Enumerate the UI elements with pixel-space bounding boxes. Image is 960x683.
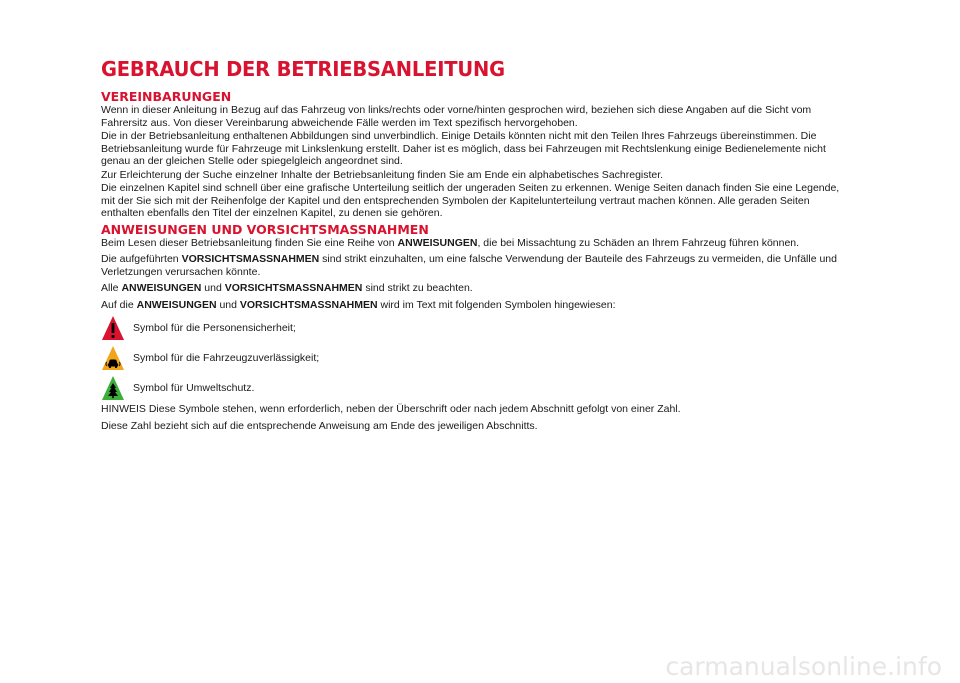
- symbol-label: Symbol für Umweltschutz.: [133, 382, 255, 394]
- environment-tree-icon: [101, 375, 125, 401]
- paragraph: Beim Lesen dieser Betriebsanleitung finden Sie eine Reihe von ANWEISUNGEN, die bei Missachtung zu Schäden an Ihrem Fahrzeug führen können.: [101, 236, 800, 249]
- paragraph: Wenn in dieser Anleitung in Bezug auf das Fahrzeug von links/rechts oder vorne/hinten gesprochen wird, beziehen sich diese Angaben auf die Sicht vom Fahrersitz aus. Von dieser Vereinbarung abweichende Fälle werden im Text spezifisch hervorgehoben.: [101, 104, 812, 129]
- keyword-anweisungen: ANWEISUNGEN: [121, 282, 202, 294]
- symbol-row-vehicle-reliability: [101, 345, 841, 371]
- manual-page: [101, 56, 841, 436]
- paragraph: Auf die ANWEISUNGEN und VORSICHTSMASSNAHMEN wird im Text mit folgenden Symbolen hingewiesen:: [101, 298, 616, 311]
- symbol-label: Symbol für die Personensicherheit;: [133, 322, 296, 334]
- person-safety-warning-icon: [101, 315, 125, 341]
- keyword-vorsichtsmassnahmen: VORSICHTSMASSNAHMEN: [181, 253, 320, 265]
- note-paragraph: Diese Zahl bezieht sich auf die entsprechende Anweisung am Ende des jeweiligen Abschnitts.: [101, 419, 538, 432]
- note-paragraph: HINWEIS Diese Symbole stehen, wenn erforderlich, neben der Überschrift oder nach jedem Abschnitt gefolgt von einer Zahl.: [101, 403, 681, 415]
- page-title: GEBRAUCH DER BETRIEBSANLEITUNG: [101, 57, 505, 81]
- paragraph: Alle ANWEISUNGEN und VORSICHTSMASSNAHMEN sind strikt zu beachten.: [101, 282, 473, 294]
- keyword-vorsichtsmassnahmen: VORSICHTSMASSNAHMEN: [224, 282, 363, 294]
- symbol-row-person-safety: [101, 315, 841, 341]
- watermark: carmanualsonline.info: [665, 652, 942, 681]
- keyword-anweisungen: ANWEISUNGEN: [136, 298, 217, 311]
- symbol-label: Symbol für die Fahrzeugzuverlässigkeit;: [133, 352, 320, 364]
- paragraph: Die aufgeführten VORSICHTSMASSNAHMEN sind strikt einzuhalten, um eine falsche Verwendung der Bauteile des Fahrzeugs zu vermeiden, die Unfälle und Verletzungen verursachen könnte.: [101, 253, 837, 278]
- paragraph: Zur Erleichterung der Suche einzelner Inhalte der Betriebsanleitung finden Sie am Ende ein alphabetisches Sachregister.: [101, 168, 664, 181]
- section-heading-anweisungen: ANWEISUNGEN UND VORSICHTSMASSNAHMEN: [101, 221, 429, 237]
- keyword-vorsichtsmassnahmen: VORSICHTSMASSNAHMEN: [239, 298, 378, 311]
- paragraph: Die einzelnen Kapitel sind schnell über eine grafische Unterteilung seitlich der ungeraden Seiten zu erkennen. Wenige Seiten danach finden Sie eine Legende, mit der Sie sich mit der Reihenfolge der Kapitel und den entsprechenden Symbolen der Kapitelunterteilung vertraut machen können. Alle geraden Seiten enthalten ebenfalls den Titel der einzelnen Kapitel, zu denen sie gehören.: [101, 182, 840, 219]
- symbol-row-environment: [101, 375, 841, 401]
- section-heading-vereinbarungen: VEREINBARUNGEN: [101, 89, 232, 104]
- vehicle-reliability-icon: [101, 345, 125, 371]
- paragraph: Die in der Betriebsanleitung enthaltenen Abbildungen sind unverbindlich. Einige Details könnten nicht mit den Teilen Ihres Fahrzeugs übereinstimmen. Die Betriebsanleitung wurde für Fahrzeuge mit Linkslenkung erstellt. Daher ist es möglich, dass bei Fahrzeugen mit Rechtslenkung einige Bedienelemente nicht genau an der gleichen Stelle oder spiegelgleich angeordnet sind.: [101, 130, 826, 167]
- keyword-anweisungen: ANWEISUNGEN: [397, 236, 478, 249]
